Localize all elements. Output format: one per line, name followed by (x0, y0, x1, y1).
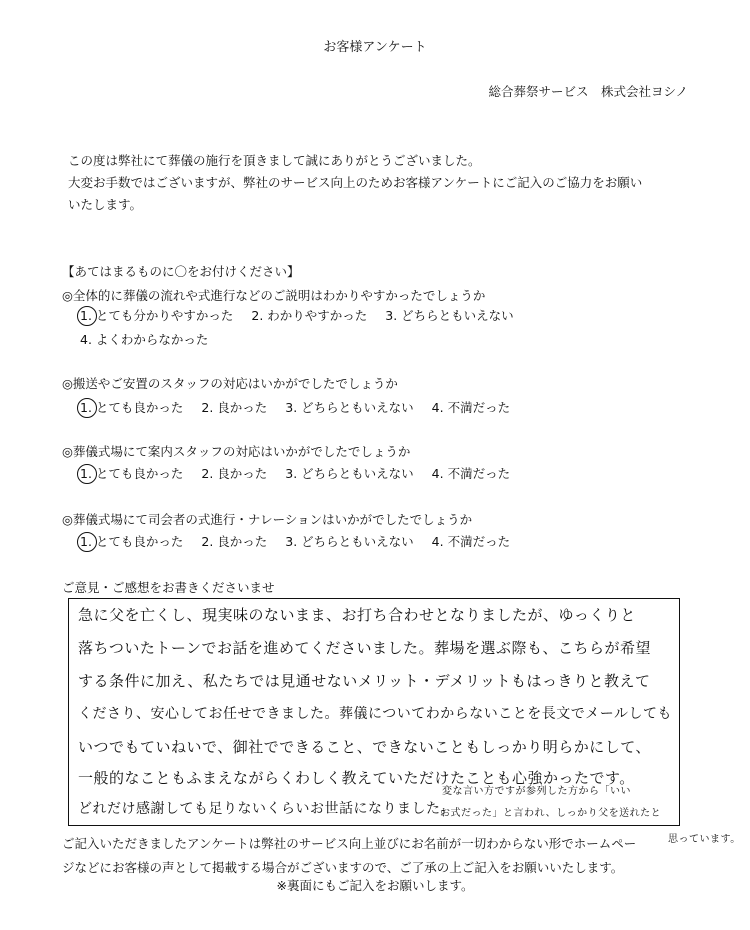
option-1[interactable]: 1. とても良かった (80, 462, 183, 486)
option-4[interactable]: 4. 不満だった (431, 400, 511, 415)
back-side-note: ※裏面にもご記入をお願いします。 (276, 878, 474, 893)
question-1-options (80, 304, 680, 352)
option-1[interactable]: 1. とても分かりやすかった (80, 304, 233, 328)
option-4[interactable]: 4. 不満だった (431, 534, 511, 549)
company-name: 総合葬祭サービス 株式会社ヨシノ (488, 84, 688, 99)
question-2-options (80, 396, 680, 420)
question-3: ◎葬儀式場にて案内スタッフの対応はいかがでしたでしょうか (62, 444, 411, 459)
handwritten-line: くださり、安心してお任せできました。葬儀についてわからないことを長文でメールしても (78, 706, 672, 722)
question-4: ◎葬儀式場にて司会者の式進行・ナレーションはいかがでしたでしょうか (62, 512, 473, 527)
handwritten-note: 思っています。 (668, 834, 741, 845)
handwritten-note: お式だった」と言われ、しっかり父を送れたと (440, 808, 662, 819)
handwritten-line: いつでもていねいで、御社でできること、できないこともしっかり明らかにして、 (78, 738, 651, 756)
option-1[interactable]: 1. とても良かった (80, 530, 183, 554)
intro-text (68, 150, 708, 216)
option-3[interactable]: 3. どちらともいえない (385, 308, 514, 323)
option-1[interactable]: 1. とても良かった (80, 396, 183, 420)
handwritten-line: する条件に加え、私たちでは見通せないメリット・デメリットもはっきりと教えて (78, 672, 651, 690)
question-2: ◎搬送やご安置のスタッフの対応はいかがでしたでしょうか (62, 376, 398, 391)
intro-line: いたします。 (68, 197, 143, 212)
handwritten-line: どれだけ感謝しても足りないくらいお世話になりました。 (78, 801, 455, 817)
handwritten-line: 落ちついたトーンでお話を進めてくださいました。葬場を選ぶ際も、こちらが希望 (78, 639, 652, 657)
option-2[interactable]: 2. わかりやすかった (251, 308, 368, 323)
option-3[interactable]: 3. どちらともいえない (285, 534, 414, 549)
footer-note (62, 832, 682, 880)
question-3-options (80, 462, 680, 486)
option-3[interactable]: 3. どちらともいえない (285, 400, 414, 415)
footer-line: ご記入いただきましたアンケートは弊社のサービス向上並びにお名前が一切わからない形でホームペー (62, 836, 637, 851)
option-2[interactable]: 2. 良かった (201, 400, 268, 415)
handwritten-note: 変な言い方ですが参列した方から「いい (442, 786, 631, 797)
comments-label: ご意見・ご感想をお書きくださいませ (62, 580, 275, 595)
option-3[interactable]: 3. どちらともいえない (285, 466, 414, 481)
page-title: お客様アンケート (323, 40, 427, 55)
handwritten-line: 一般的なこともふまえながらくわしく教えていただけたことも心強かったです。 (78, 769, 635, 787)
option-4[interactable]: 4. 不満だった (431, 466, 511, 481)
question-1: ◎全体的に葬儀の流れや式進行などのご説明はわかりやすかったでしょうか (62, 288, 486, 303)
intro-line: この度は弊社にて葬儀の施行を頂きまして誠にありがとうございました。 (68, 153, 481, 168)
footer-line: ジなどにお客様の声として掲載する場合がございますので、ご了承の上ご記入をお願いいたします。 (62, 860, 624, 875)
question-4-options (80, 530, 680, 554)
intro-line: 大変お手数ではございますが、弊社のサービス向上のためお客様アンケートにご記入のご協力をお願い (68, 175, 643, 190)
option-2[interactable]: 2. 良かった (201, 534, 268, 549)
option-2[interactable]: 2. 良かった (201, 466, 268, 481)
option-4[interactable]: 4. よくわからなかった (80, 332, 209, 347)
handwritten-line: 急に父を亡くし、現実味のないまま、お打ち合わせとなりましたが、ゆっくりと (78, 606, 636, 624)
instruction: 【あてはまるものに〇をお付けください】 (62, 264, 300, 279)
